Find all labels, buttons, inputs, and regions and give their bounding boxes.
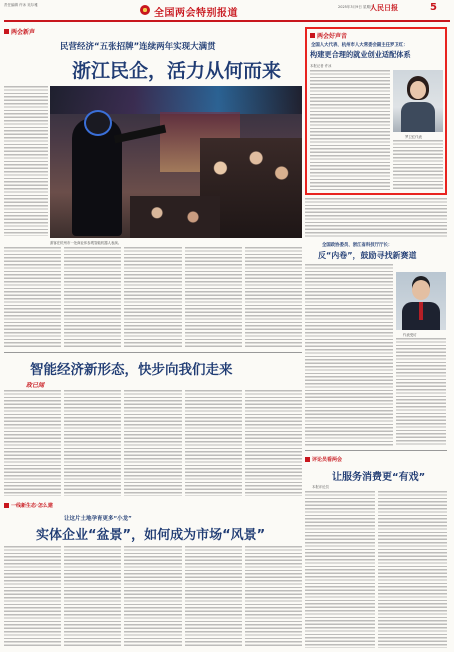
bottom-body-columns bbox=[4, 546, 302, 648]
middle-col-5 bbox=[245, 390, 302, 496]
lead-col-3 bbox=[124, 247, 181, 347]
robot-head bbox=[84, 110, 112, 136]
comment-body-columns bbox=[305, 491, 447, 648]
bottom-col-5 bbox=[245, 546, 302, 648]
qa-body-left bbox=[305, 264, 393, 446]
interview-section-label: 两会好声音 bbox=[317, 33, 348, 40]
qa-photo-caption: 代表受访 bbox=[403, 333, 417, 337]
lead-col-4 bbox=[185, 247, 242, 347]
right-body-strip bbox=[305, 198, 447, 238]
interview-section-tag bbox=[310, 31, 347, 40]
mall-light-strip bbox=[50, 86, 302, 114]
interview-byline: 本报记者 许冰 bbox=[310, 64, 332, 68]
middle-col-2 bbox=[64, 390, 121, 496]
masthead-info: 责任编辑 许冰 吴尔雅 bbox=[4, 3, 38, 7]
lead-kicker: 民营经济“五张招牌”连续两年实现大满贯 bbox=[60, 42, 216, 52]
middle-body-columns bbox=[4, 390, 302, 496]
qa-portrait bbox=[396, 272, 446, 330]
robot-arm bbox=[114, 125, 167, 144]
portrait-tie bbox=[419, 302, 423, 320]
banner-title: 全国两会特别报道 bbox=[154, 8, 238, 19]
bottom-kicker: 让这片土地孕育更多“小龙” bbox=[64, 516, 132, 522]
bottom-section-label: 一线新生态·怎么建 bbox=[11, 503, 53, 509]
lead-photo-caption: 游客在杭州市一处商业体参观智能机器人表演。 bbox=[50, 241, 122, 245]
lead-section-tag bbox=[4, 27, 35, 36]
lead-body-left bbox=[4, 86, 48, 236]
comment-section-label: 评论员看两会 bbox=[312, 457, 343, 463]
middle-col-1 bbox=[4, 390, 61, 496]
interview-body-left bbox=[310, 70, 390, 190]
lead-col-2 bbox=[64, 247, 121, 347]
section-square-icon bbox=[305, 457, 310, 462]
lead-body-columns bbox=[4, 247, 302, 347]
portrait-head bbox=[412, 280, 430, 300]
interview-headline: 构建更合理的就业创业适配体系 bbox=[310, 50, 411, 59]
bottom-col-4 bbox=[185, 546, 242, 648]
bottom-section-tag bbox=[4, 502, 53, 509]
masthead-rule bbox=[4, 20, 450, 22]
comment-col-1 bbox=[305, 491, 375, 648]
interview-body-right bbox=[393, 140, 443, 190]
portrait-body bbox=[401, 102, 435, 132]
issue-date: 2025年3月9日 星期日 bbox=[338, 5, 374, 9]
masthead bbox=[0, 0, 454, 20]
lead-col-5 bbox=[245, 247, 302, 347]
bottom-headline: 实体企业“盆景”，如何成为市场“风景” bbox=[36, 528, 266, 543]
comment-headline: 让服务消费更“有戏” bbox=[332, 472, 426, 483]
middle-divider bbox=[4, 352, 302, 353]
qa-body-right bbox=[396, 338, 446, 446]
portrait-face bbox=[410, 81, 426, 99]
qa-kicker: 全国政协委员、浙江省科技厅厅长： bbox=[322, 243, 393, 248]
emblem-icon bbox=[140, 5, 150, 15]
middle-section-tag: 政已闻 bbox=[26, 382, 45, 389]
interview-portrait bbox=[393, 70, 443, 132]
lead-col-1 bbox=[4, 247, 61, 347]
bottom-col-3 bbox=[124, 546, 181, 648]
section-square-icon bbox=[4, 29, 9, 34]
bottom-col-1 bbox=[4, 546, 61, 648]
lead-headline: 浙江民企，活力从何而来 bbox=[72, 60, 282, 82]
paper-name: 人民日报 bbox=[370, 3, 398, 12]
middle-col-4 bbox=[185, 390, 242, 496]
comment-byline: 本报评论员 bbox=[312, 485, 329, 489]
section-square-icon bbox=[310, 33, 315, 38]
crowd-bottom bbox=[130, 196, 220, 238]
bottom-col-2 bbox=[64, 546, 121, 648]
middle-col-3 bbox=[124, 390, 181, 496]
lead-photo bbox=[50, 86, 302, 238]
middle-headline: 智能经济新形态，快步向我们走来 bbox=[30, 362, 233, 378]
page-number: 5 bbox=[430, 2, 437, 13]
comment-col-2 bbox=[378, 491, 448, 648]
qa-headline: 反“内卷”，鼓励寻找新赛道 bbox=[318, 251, 417, 260]
comment-section-tag bbox=[305, 456, 342, 463]
section-square-icon bbox=[4, 503, 9, 508]
lead-section-label: 两会新声 bbox=[11, 29, 36, 36]
interview-photo-caption: 罗卫红代表 bbox=[405, 135, 422, 139]
comment-divider bbox=[305, 450, 447, 451]
interview-kicker: 全国人大代表、杭州市人大常委会副主任罗卫红： bbox=[311, 43, 408, 48]
